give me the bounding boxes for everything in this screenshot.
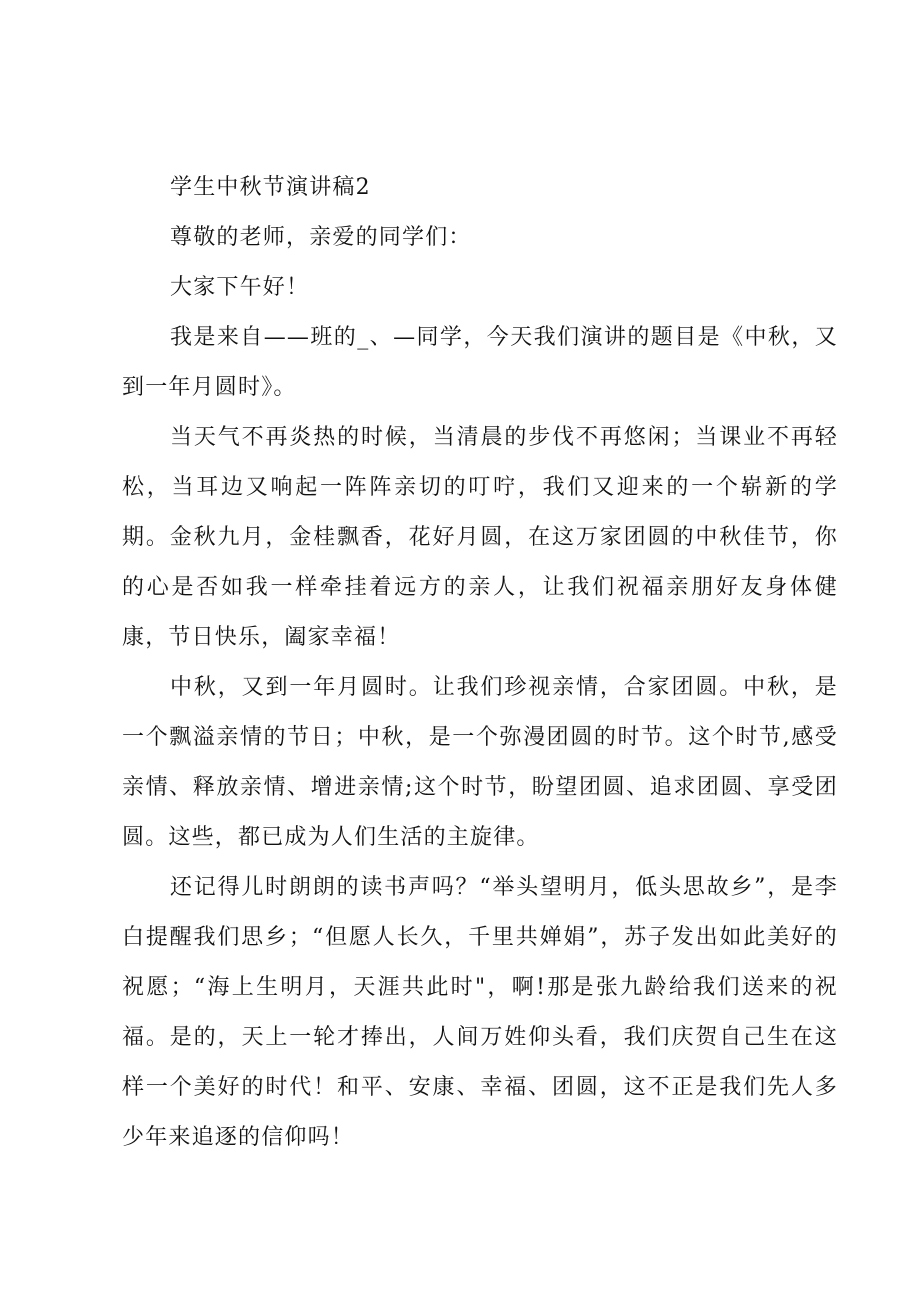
paragraph-intro: 我是来自——班的_、—同学，今天我们演讲的题目是《中秋，又到一年月圆时》。: [122, 325, 838, 400]
salutation: 尊敬的老师，亲爱的同学们：: [170, 225, 472, 250]
document-title: 学生中秋节演讲稿2: [170, 175, 371, 200]
paragraph-reunion: 中秋，又到一年月圆时。让我们珍视亲情，合家团圆。中秋，是一个飘溢亲情的节日；中秋，是一个弥漫团圆的时节。这个时节,感受亲情、释放亲情、增进亲情;这个时节，盼望团圆、追求团圆、享受团圆。这些，都已成为人们生活的主旋律。: [122, 675, 838, 850]
paragraph-autumn: 当天气不再炎热的时候，当清晨的步伐不再悠闲；当课业不再轻松，当耳边又响起一阵阵亲切的叮咛，我们又迎来的一个崭新的学期。金秋九月，金桂飘香，花好月圆，在这万家团圆的中秋佳节，你的心是否如我一样牵挂着远方的亲人，让我们祝福亲朋好友身体健康，节日快乐，阖家幸福！: [122, 425, 838, 650]
greeting: 大家下午好！: [170, 275, 310, 300]
document-body: [122, 163, 838, 1163]
paragraph-poems: 还记得儿时朗朗的读书声吗？“举头望明月，低头思故乡”，是李白提醒我们思乡；“但愿人长久，千里共婵娟”，苏子发出如此美好的祝愿；“海上生明月，天涯共此时"，啊!那是张九龄给我们送来的祝福。是的，天上一轮才捧出，人间万姓仰头看，我们庆贺自己生在这样一个美好的时代！和平、安康、幸福、团圆，这不正是我们先人多少年来追逐的信仰吗！: [122, 875, 838, 1150]
